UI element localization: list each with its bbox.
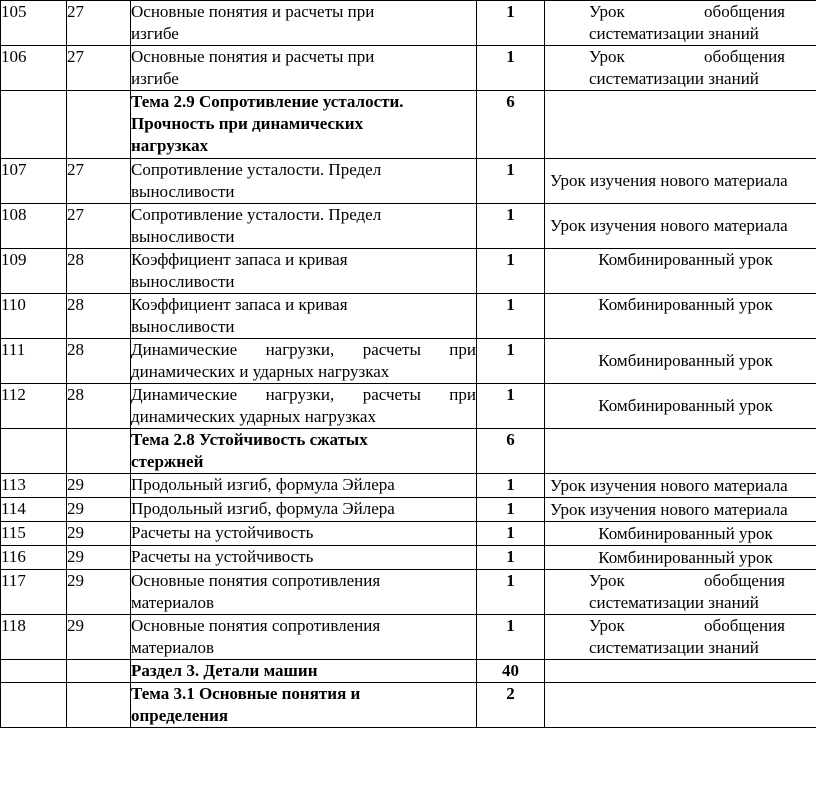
topic-cell xyxy=(131,683,477,728)
lesson-type-text: Урок изучения нового материала xyxy=(550,171,788,190)
lesson-number-cell: 112 xyxy=(1,384,67,429)
lesson-type-cell xyxy=(545,204,816,249)
lesson-type-cell xyxy=(545,294,816,339)
lesson-type-cell xyxy=(545,498,816,522)
topic-cell xyxy=(131,429,477,474)
week-number-cell: 29 xyxy=(67,522,131,546)
topic-cell xyxy=(131,570,477,615)
table-row xyxy=(1,249,816,294)
lesson-number-cell: 107 xyxy=(1,159,67,204)
table-row xyxy=(1,570,816,615)
lesson-plan-body xyxy=(1,1,816,728)
table-row xyxy=(1,429,816,474)
lesson-type-cell xyxy=(545,46,816,91)
lesson-type-cell xyxy=(545,429,816,474)
lesson-type-text: Комбинированный урок xyxy=(598,250,773,269)
topic-line: Сопротивление усталости. Предел xyxy=(131,160,382,179)
topic-line: Продольный изгиб, формула Эйлера xyxy=(131,475,395,494)
lesson-type-cell xyxy=(545,1,816,46)
topic-line: Тема 2.9 Сопротивление усталости. xyxy=(131,92,404,111)
lesson-number-cell: 114 xyxy=(1,498,67,522)
topic-cell xyxy=(131,249,477,294)
topic-line: Основные понятия и расчеты при xyxy=(131,2,375,21)
table-row xyxy=(1,660,816,683)
topic-line: Коэффициент запаса и кривая xyxy=(131,250,348,269)
lesson-type-cell xyxy=(545,570,816,615)
table-row xyxy=(1,474,816,498)
hours-cell: 1 xyxy=(477,615,545,660)
lesson-type-cell xyxy=(545,384,816,429)
hours-cell: 1 xyxy=(477,294,545,339)
hours-cell: 1 xyxy=(477,204,545,249)
hours-cell: 1 xyxy=(477,546,545,570)
topic-cell xyxy=(131,294,477,339)
hours-cell: 2 xyxy=(477,683,545,728)
lesson-type-word: Урок xyxy=(589,571,625,590)
lesson-number-cell: 115 xyxy=(1,522,67,546)
topic-line: Продольный изгиб, формула Эйлера xyxy=(131,499,395,518)
lesson-type-word: систематизации знаний xyxy=(589,638,759,657)
topic-cell xyxy=(131,91,477,159)
topic-line: динамических ударных нагрузках xyxy=(131,407,376,426)
lesson-type-word: Урок xyxy=(589,47,625,66)
lesson-number-cell: 116 xyxy=(1,546,67,570)
topic-cell xyxy=(131,339,477,384)
lesson-type-word: систематизации знаний xyxy=(589,593,759,612)
lesson-type-cell xyxy=(545,615,816,660)
table-row xyxy=(1,498,816,522)
topic-line: выносливости xyxy=(131,317,235,336)
lesson-number-cell xyxy=(1,660,67,683)
topic-line: динамических и ударных нагрузках xyxy=(131,362,390,381)
lesson-type-cell xyxy=(545,546,816,570)
lesson-number-cell: 109 xyxy=(1,249,67,294)
lesson-number-cell xyxy=(1,91,67,159)
lesson-type-cell xyxy=(545,159,816,204)
topic-line: Основные понятия сопротивления xyxy=(131,571,381,590)
lesson-number-cell: 106 xyxy=(1,46,67,91)
topic-line: Основные понятия сопротивления xyxy=(131,616,381,635)
topic-line: Основные понятия и расчеты при xyxy=(131,47,375,66)
table-row xyxy=(1,294,816,339)
topic-cell xyxy=(131,522,477,546)
lesson-type-text: Урок изучения нового материала xyxy=(550,216,788,235)
topic-cell xyxy=(131,615,477,660)
topic-line: определения xyxy=(131,706,229,725)
lesson-type-text: Комбинированный урок xyxy=(598,523,773,543)
week-number-cell xyxy=(67,429,131,474)
topic-line: Раздел 3. Детали машин xyxy=(131,661,318,680)
hours-cell: 6 xyxy=(477,429,545,474)
table-row xyxy=(1,615,816,660)
lesson-type-word: Урок xyxy=(589,616,625,635)
hours-cell: 1 xyxy=(477,384,545,429)
table-row xyxy=(1,1,816,46)
week-number-cell: 29 xyxy=(67,498,131,522)
lesson-type-text: Комбинированный урок xyxy=(598,547,773,567)
week-number-cell: 29 xyxy=(67,546,131,570)
lesson-number-cell: 111 xyxy=(1,339,67,384)
topic-cell xyxy=(131,546,477,570)
topic-cell xyxy=(131,46,477,91)
lesson-type-cell xyxy=(545,249,816,294)
lesson-type-word: обобщения xyxy=(704,571,785,590)
topic-line: материалов xyxy=(131,638,215,657)
lesson-number-cell: 118 xyxy=(1,615,67,660)
hours-cell: 1 xyxy=(477,522,545,546)
lesson-number-cell xyxy=(1,429,67,474)
lesson-type-word: Урок xyxy=(589,2,625,21)
table-row xyxy=(1,546,816,570)
lesson-type-text: Комбинированный урок xyxy=(598,295,773,314)
lesson-type-text: Комбинированный урок xyxy=(598,351,773,370)
topic-cell xyxy=(131,384,477,429)
week-number-cell xyxy=(67,660,131,683)
lesson-number-cell: 110 xyxy=(1,294,67,339)
week-number-cell: 29 xyxy=(67,474,131,498)
topic-line: Расчеты на устойчивость xyxy=(131,523,314,542)
topic-cell xyxy=(131,474,477,498)
table-row xyxy=(1,384,816,429)
week-number-cell: 29 xyxy=(67,615,131,660)
topic-line: Динамические нагрузки, расчеты при xyxy=(131,340,476,359)
lesson-type-cell xyxy=(545,522,816,546)
hours-cell: 1 xyxy=(477,570,545,615)
topic-line: Коэффициент запаса и кривая xyxy=(131,295,348,314)
topic-line: Сопротивление усталости. Предел xyxy=(131,205,382,224)
topic-cell xyxy=(131,498,477,522)
lesson-type-text xyxy=(589,46,785,90)
topic-line: выносливости xyxy=(131,227,235,246)
topic-line: Тема 2.8 Устойчивость сжатых xyxy=(131,430,368,449)
week-number-cell: 27 xyxy=(67,204,131,249)
lesson-number-cell: 105 xyxy=(1,1,67,46)
week-number-cell: 27 xyxy=(67,46,131,91)
week-number-cell: 27 xyxy=(67,159,131,204)
lesson-type-text xyxy=(589,570,785,614)
table-row xyxy=(1,204,816,249)
lesson-type-word: систематизации знаний xyxy=(589,69,759,88)
hours-cell: 1 xyxy=(477,1,545,46)
topic-line: Динамические нагрузки, расчеты при xyxy=(131,385,476,404)
lesson-number-cell: 113 xyxy=(1,474,67,498)
lesson-type-cell xyxy=(545,474,816,498)
lesson-type-word: обобщения xyxy=(704,616,785,635)
lesson-type-word: систематизации знаний xyxy=(589,24,759,43)
table-row xyxy=(1,522,816,546)
lesson-type-cell xyxy=(545,683,816,728)
lesson-type-word: обобщения xyxy=(704,2,785,21)
topic-cell xyxy=(131,204,477,249)
hours-cell: 1 xyxy=(477,159,545,204)
lesson-number-cell xyxy=(1,683,67,728)
week-number-cell xyxy=(67,91,131,159)
table-row xyxy=(1,91,816,159)
topic-cell xyxy=(131,159,477,204)
topic-line: стержней xyxy=(131,452,204,471)
topic-line: Тема 3.1 Основные понятия и xyxy=(131,684,361,703)
topic-line: изгибе xyxy=(131,24,179,43)
lesson-type-cell xyxy=(545,91,816,159)
table-row xyxy=(1,683,816,728)
hours-cell: 1 xyxy=(477,474,545,498)
topic-line: выносливости xyxy=(131,272,235,291)
table-row xyxy=(1,159,816,204)
hours-cell: 1 xyxy=(477,249,545,294)
lesson-number-cell: 117 xyxy=(1,570,67,615)
lesson-number-cell: 108 xyxy=(1,204,67,249)
lesson-type-cell xyxy=(545,339,816,384)
topic-cell xyxy=(131,1,477,46)
topic-line: выносливости xyxy=(131,182,235,201)
hours-cell: 6 xyxy=(477,91,545,159)
week-number-cell: 27 xyxy=(67,1,131,46)
topic-line: Прочность при динамических xyxy=(131,114,364,133)
week-number-cell: 28 xyxy=(67,339,131,384)
lesson-type-word: обобщения xyxy=(704,47,785,66)
topic-line: нагрузках xyxy=(131,136,209,155)
topic-line: Расчеты на устойчивость xyxy=(131,547,314,566)
lesson-type-text: Комбинированный урок xyxy=(598,396,773,415)
lesson-type-text: Урок изучения нового материала xyxy=(550,499,788,519)
hours-cell: 1 xyxy=(477,46,545,91)
topic-cell xyxy=(131,660,477,683)
week-number-cell: 29 xyxy=(67,570,131,615)
hours-cell: 1 xyxy=(477,498,545,522)
table-row xyxy=(1,339,816,384)
week-number-cell: 28 xyxy=(67,294,131,339)
topic-line: материалов xyxy=(131,593,215,612)
lesson-type-cell xyxy=(545,660,816,683)
lesson-type-text xyxy=(589,1,785,45)
lesson-type-text: Урок изучения нового материала xyxy=(550,475,788,495)
topic-line: изгибе xyxy=(131,69,179,88)
week-number-cell xyxy=(67,683,131,728)
hours-cell: 40 xyxy=(477,660,545,683)
lesson-type-text xyxy=(589,615,785,659)
hours-cell: 1 xyxy=(477,339,545,384)
table-row xyxy=(1,46,816,91)
week-number-cell: 28 xyxy=(67,249,131,294)
week-number-cell: 28 xyxy=(67,384,131,429)
